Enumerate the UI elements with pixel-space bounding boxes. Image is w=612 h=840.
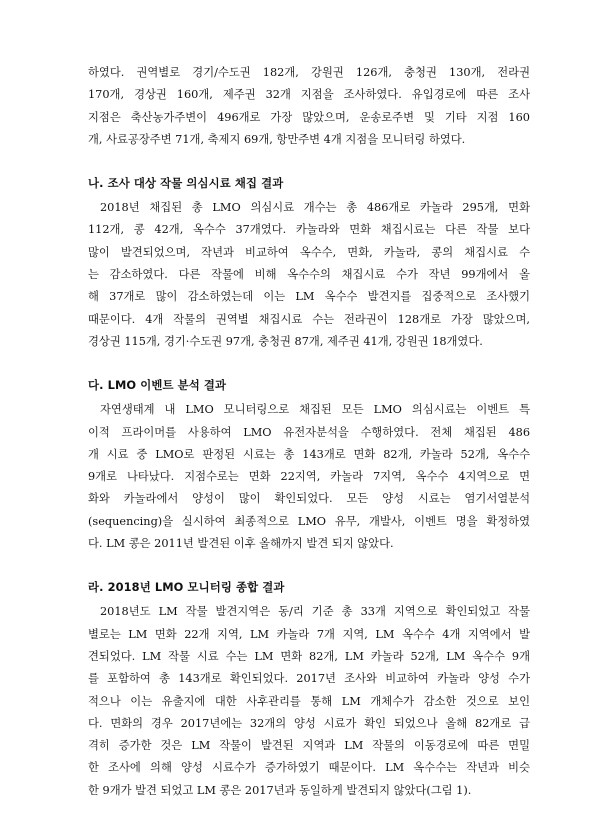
text-line: 170개, 경상권 160개, 제주권 32개 지점을 조사하였다. 유입경로에 따른 조사 <box>88 88 530 102</box>
text-line: (sequencing)을 실시하여 최종적으로 LMO 유무, 개발사, 이벤트 명을 확정하였 <box>88 514 530 528</box>
text-line: 격히 증가한 것은 LM 작물이 발견된 지역과 LM 작물의 이동경로에 따른 면밀 <box>88 739 530 753</box>
text-line: 해 37개로 많이 감소하였는데 이는 LM 옥수수 발견지를 집중적으로 조사했기 <box>88 290 530 304</box>
text-line: 한 9개가 발견 되었고 LM 콩은 2017년과 동일하게 발견되지 않았다(그림 1). <box>88 783 472 797</box>
text-line: 개 시료 중 LMO로 판정된 시료는 총 143개로 면화 82개, 카놀라 52개, 옥수수 <box>88 447 530 461</box>
text-line: 개, 사료공장주변 71개, 축제지 69개, 항만주변 4개 지점을 모니터링 하였다. <box>88 132 466 146</box>
section-da-paragraph <box>88 399 530 555</box>
text-line: 화와 카놀라에서 양성이 많이 확인되었다. 모든 양성 시료는 염기서열분석 <box>88 492 530 506</box>
text-line: 한 조사에 의해 양성 시료수가 증가하였기 때문이다. LM 옥수수는 작년과 비슷 <box>88 761 530 775</box>
text-line: 는 감소하였다. 다른 작물에 비해 옥수수의 채집시료 수가 작년 99개에서 올 <box>88 268 530 282</box>
text-line: 많이 발견되었으며, 작년과 비교하여 옥수수, 면화, 카놀라, 콩의 채집시료 수 <box>88 245 530 259</box>
text-line: 2018년 채집된 총 LMO 의심시료 개수는 총 486개로 카놀라 295개, 면화 <box>100 201 530 215</box>
section-na-paragraph <box>88 197 530 353</box>
text-line: 2018년도 LM 작물 발견지역은 동/리 기준 총 33개 지역으로 확인되었고 작물 <box>100 605 530 619</box>
text-line: 다. LM 콩은 2011년 발견된 이후 올해까지 발견 되지 않았다. <box>88 537 394 551</box>
text-line: 이적 프라이머를 사용하여 LMO 유전자분석을 수행하였다. 전체 채집된 486 <box>88 425 530 439</box>
section-heading-na: 나. 조사 대상 작물 의심시료 채집 결과 <box>88 176 284 191</box>
section-heading-da: 다. LMO 이벤트 분석 결과 <box>88 378 227 393</box>
intro-paragraph <box>88 62 530 151</box>
text-line: 자연생태계 내 LMO 모니터링으로 채집된 모든 LMO 의심시료는 이벤트 특 <box>100 403 530 417</box>
text-line: 적으나 이는 유출지에 대한 사후관리를 통해 LM 개체수가 감소한 것으로 보인 <box>88 694 530 708</box>
text-line: 별로는 LM 면화 22개 지역, LM 카놀라 7개 지역, LM 옥수수 4개 지역에서 발 <box>88 627 530 641</box>
text-line: 9개로 나타났다. 지점수로는 면화 22지역, 카놀라 7지역, 옥수수 4지역으로 면 <box>88 470 530 484</box>
text-line: 경상권 115개, 경기·수도권 97개, 충청권 87개, 제주권 41개, 강원권 18개였다. <box>88 334 483 348</box>
text-line: 112개, 콩 42개, 옥수수 37개였다. 카놀라와 면화 채집시료는 다른 작물 보다 <box>88 223 530 237</box>
text-line: 를 포함하여 총 143개로 확인되었다. 2017년 조사와 비교하여 카놀라 양성 수가 <box>88 672 530 686</box>
text-line: 지점은 축산농가주변이 496개로 가장 많았으며, 운송로주변 및 기타 지점 160 <box>88 110 530 124</box>
document-page <box>88 62 530 802</box>
text-line: 하였다. 권역별로 경기/수도권 182개, 강원권 126개, 충청권 130개, 전라권 <box>88 66 530 79</box>
section-ra-paragraph <box>88 601 530 802</box>
text-line: 때문이다. 4개 작물의 권역별 채집시료 수는 전라권이 128개로 가장 많았으며, <box>88 312 530 326</box>
text-line: 견되었다. LM 작물 시료 수는 LM 면화 82개, LM 카놀라 52개, LM 옥수수 9개 <box>88 649 530 663</box>
section-heading-ra: 라. 2018년 LMO 모니터링 종합 결과 <box>88 580 285 595</box>
text-line: 다. 면화의 경우 2017년에는 32개의 양성 시료가 확인 되었으나 올해 82개로 급 <box>88 716 530 730</box>
